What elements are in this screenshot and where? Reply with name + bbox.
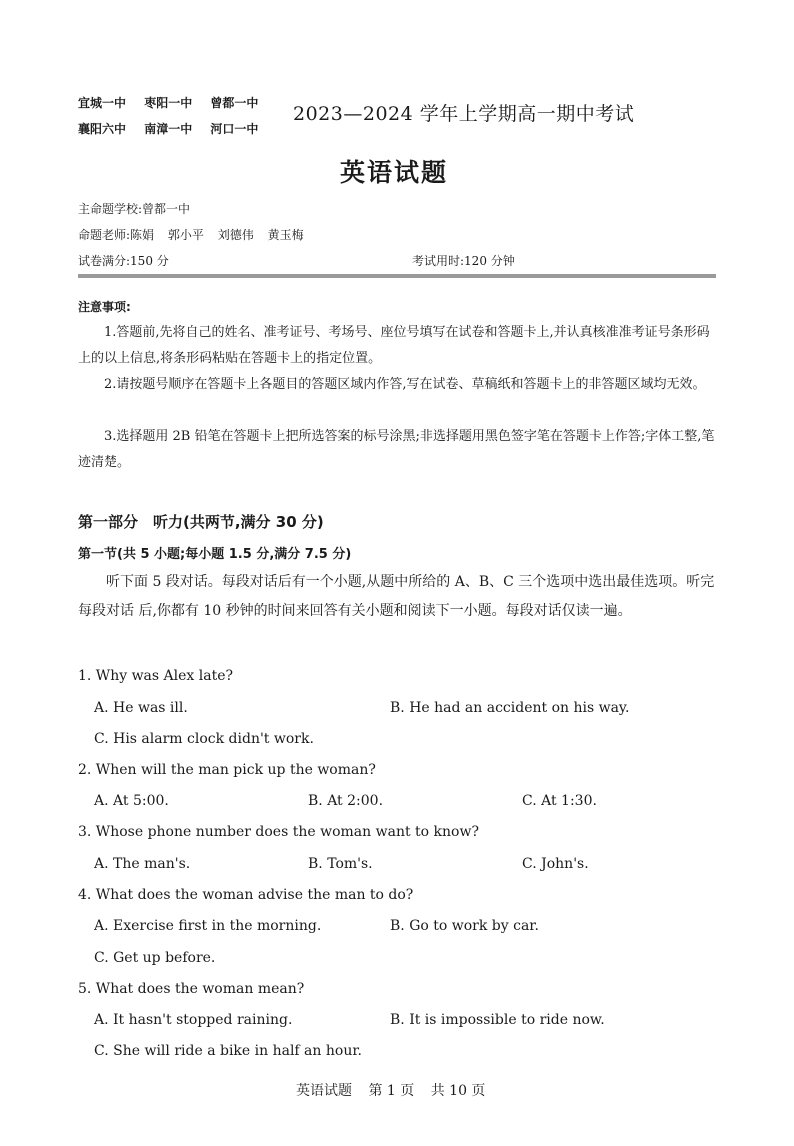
question-stem: 5. What does the woman mean? <box>78 981 305 997</box>
footer-subject: 英语试题 <box>296 1083 352 1099</box>
option-c: C. His alarm clock didn't work. <box>94 731 314 747</box>
part-heading: 第一部分 听力(共两节,满分 30 分) <box>78 513 324 531</box>
teacher-name: 刘德伟 <box>217 228 254 242</box>
subject-title: 英语试题 <box>340 158 449 187</box>
teacher-name: 郭小平 <box>167 228 204 242</box>
question-stem: 1. Why was Alex late? <box>78 668 233 684</box>
header-divider <box>78 274 716 278</box>
option-a: A. Exercise first in the morning. <box>94 918 322 934</box>
school-name: 南漳一中 <box>144 122 193 136</box>
option-b: B. He had an accident on his way. <box>390 700 630 716</box>
school-list-row-2 <box>78 120 272 137</box>
school-name: 襄阳六中 <box>78 122 127 136</box>
school-name: 枣阳一中 <box>144 96 193 110</box>
notice-item: 3.选择题用 2B 铅笔在答题卡上把所选答案的标号涂黑;非选择题用黑色签字笔在答题卡上作答;字体工整,笔迹清楚。 <box>78 429 715 470</box>
option-c: C. She will ride a bike in half an hour. <box>94 1043 362 1059</box>
footer-total-pages: 共 10 页 <box>430 1083 486 1099</box>
option-b: B. Go to work by car. <box>390 918 539 934</box>
exam-time: 考试用时:120 分钟 <box>412 254 515 268</box>
option-b: B. At 2:00. <box>308 793 384 809</box>
option-a: A. He was ill. <box>94 700 188 716</box>
question-stem: 3. Whose phone number does the woman want to know? <box>78 824 479 840</box>
section-heading: 第一节(共 5 小题;每小题 1.5 分,满分 7.5 分) <box>78 547 352 562</box>
option-b: B. It is impossible to ride now. <box>390 1012 605 1028</box>
school-name: 河口一中 <box>210 122 259 136</box>
notice-item: 2.请按题号顺序在答题卡上各题目的答题区域内作答,写在试卷、草稿纸和答题卡上的非答题区域均无效。 <box>104 377 706 392</box>
question-stem: 4. What does the woman advise the man to do? <box>78 887 414 903</box>
option-a: A. It hasn't stopped raining. <box>94 1012 293 1028</box>
full-score: 试卷满分:150 分 <box>78 254 169 268</box>
question-stem: 2. When will the man pick up the woman? <box>78 762 376 778</box>
option-a: A. At 5:00. <box>94 793 169 809</box>
exam-title: 2023—2024 学年上学期高一期中考试 <box>293 103 635 125</box>
option-c: C. John's. <box>522 856 589 872</box>
teacher-name: 命题老师:陈娟 <box>78 228 155 242</box>
option-b: B. Tom's. <box>308 856 373 872</box>
school-name: 曾都一中 <box>210 96 259 110</box>
lead-school: 主命题学校:曾都一中 <box>78 202 191 216</box>
page-footer <box>290 1080 491 1100</box>
option-c: C. At 1:30. <box>522 793 597 809</box>
footer-page-number: 第 1 页 <box>368 1083 415 1099</box>
school-name: 宜城一中 <box>78 96 127 110</box>
teachers-line <box>78 226 314 243</box>
option-c: C. Get up before. <box>94 950 216 966</box>
notice-heading: 注意事项: <box>78 300 131 314</box>
school-list-row-1 <box>78 94 272 111</box>
option-a: A. The man's. <box>94 856 191 872</box>
listening-instructions: 听下面 5 段对话。每段对话后有一个小题,从题中所给的 A、B、C 三个选项中选出最佳选项。听完每段对话 后,你都有 10 秒钟的时间来回答有关小题和阅读下一小题。每段对话仅读一遍。 <box>78 574 715 619</box>
teacher-name: 黄玉梅 <box>267 228 304 242</box>
notice-item: 1.答题前,先将自己的姓名、准考证号、考场号、座位号填写在试卷和答题卡上,并认真核准准考证号条形码上的以上信息,将条形码粘贴在答题卡上的指定位置。 <box>78 325 710 366</box>
